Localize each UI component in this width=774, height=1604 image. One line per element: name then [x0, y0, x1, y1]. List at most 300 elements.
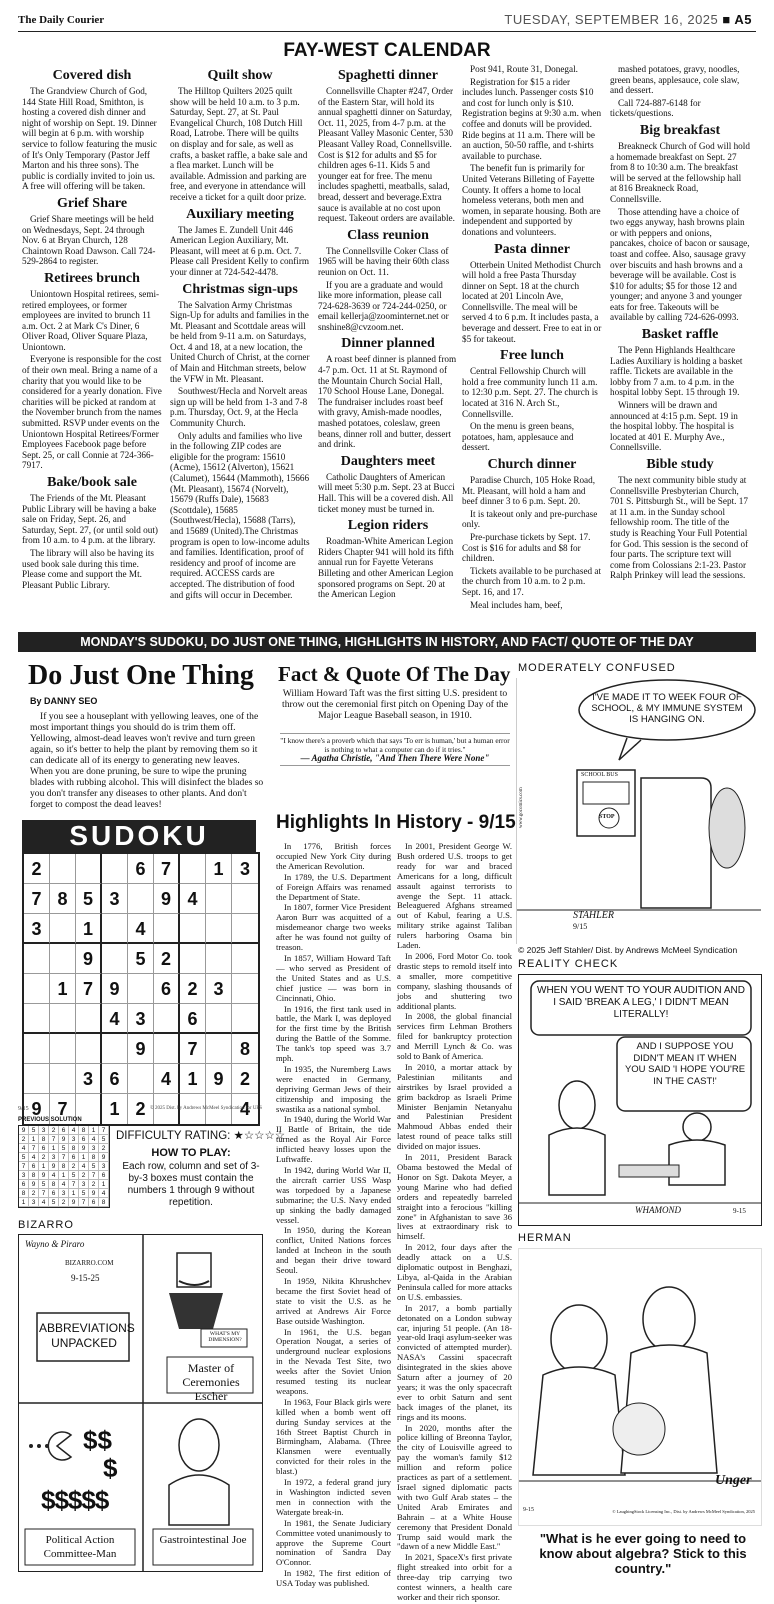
previous-solution-cell: 5 — [89, 1162, 99, 1171]
bizarro-art — [19, 1235, 262, 1571]
sudoku-cell: 7 — [180, 1034, 206, 1064]
history-entry: In 1981, the Senate Judiciary Committee voted unanimously to approve the Supreme Court nomination of Sandra Day O'Connor. — [276, 1517, 391, 1568]
previous-solution-cell: 6 — [39, 1144, 49, 1153]
calendar-heading: Bible study — [646, 457, 714, 472]
reality-check-bubble-2: AND I SUPPOSE YOU DIDN'T MEAN IT WHEN YOU SAID 'I HOPE YOU'RE IN THE CAST!' — [624, 1041, 746, 1087]
calendar-heading: Christmas sign-ups — [182, 281, 298, 297]
previous-solution-cell: 2 — [69, 1162, 79, 1171]
sudoku-cell — [102, 914, 128, 944]
sudoku-credit: © 2025 Dist. by Andrews McMeel Syndication for UFS — [150, 1106, 262, 1111]
herman-label: HERMAN — [518, 1232, 572, 1244]
bizarro-label: BIZARRO — [18, 1219, 74, 1231]
calendar-paragraph: The James E. Zundell Unit 446 American Legion Auxiliary, Mt. Pleasant, will meet at 6 p.m. Oct. 7. Please call President Kelly to confirm your dinner at 724-542-4478. — [170, 224, 310, 277]
history-entry: In 1935, the Nuremberg Laws were enacted in Germany, depriving German Jews of their citizenship and imposing the swastika as a national symbol. — [276, 1063, 391, 1114]
moderately-confused-comic — [516, 678, 761, 944]
previous-solution-cell: 6 — [19, 1180, 29, 1189]
calendar-heading: Big breakfast — [639, 122, 721, 138]
history-column-2 — [397, 842, 512, 1604]
previous-solution-cell: 5 — [59, 1144, 69, 1153]
header-rule — [18, 31, 756, 32]
previous-solution-cell: 4 — [39, 1198, 49, 1207]
previous-solution-cell: 7 — [59, 1153, 69, 1162]
sudoku-cell — [76, 1034, 102, 1064]
sudoku-cell — [50, 854, 76, 884]
history-entry: In 2012, four days after the deadly attack on a U.S. diplomatic outpost in Benghazi, Libya, al-Qaida in the Arabian Peninsula called for more attacks on U.S. embassies. — [397, 1242, 512, 1302]
previous-solution-cell: 2 — [89, 1180, 99, 1189]
difficulty-rating: DIFFICULTY RATING: ★☆☆☆☆ — [116, 1130, 286, 1142]
sudoku-cell — [50, 914, 76, 944]
history-entry: In 1776, British forces occupied New York City during the American Revolution. — [276, 841, 391, 871]
djot-byline: By DANNY SEO — [30, 696, 98, 706]
sudoku-cell — [232, 944, 258, 974]
reality-check-signature: WHAMOND — [635, 1205, 681, 1215]
previous-solution-cell: 4 — [99, 1189, 109, 1198]
history-entry: In 2020, months after the police killing of Breonna Taylor, the city of Louisville agreed to pay the woman's family $12 million and reform police practices as part of a settlement. Israel signed diplomatic pacts with two Gulf Arab states – the United Arab Emirates and Bahrain – at a White House ceremony that President Donald Trump said would mark the "dawn of a new Middle East." — [397, 1422, 512, 1552]
previous-solution-cell: 7 — [89, 1171, 99, 1180]
previous-solution-cell: 9 — [39, 1171, 49, 1180]
previous-solution-cell: 6 — [79, 1135, 89, 1144]
previous-solution-cell: 6 — [29, 1162, 39, 1171]
calendar-column-4 — [462, 64, 602, 612]
djot-title: Do Just One Thing — [28, 660, 254, 691]
sudoku-cell — [50, 1004, 76, 1034]
sudoku-cell: 3 — [24, 914, 50, 944]
calendar-heading: Church dinner — [487, 457, 577, 472]
previous-solution-cell: 3 — [49, 1153, 59, 1162]
sudoku-cell — [180, 854, 206, 884]
previous-solution-cell: 9 — [89, 1189, 99, 1198]
how-to-text: Each row, column and set of 3-by-3 boxes must contain the numbers 1 through 9 without repetition. — [122, 1161, 260, 1208]
sudoku-cell: 2 — [232, 1064, 258, 1094]
sudoku-cell — [232, 1004, 258, 1034]
previous-solution-cell: 1 — [79, 1153, 89, 1162]
history-entry: In 1942, during World War II, the aircraft carrier USS Wasp was torpedoed by a Japanese submarine; the U.S. Navy ended up sinking the badly damaged vessel. — [276, 1165, 391, 1225]
calendar-heading: Dinner planned — [341, 336, 435, 352]
previous-solution-cell: 5 — [79, 1189, 89, 1198]
previous-solution-cell: 5 — [49, 1198, 59, 1207]
previous-solution-cell: 9 — [99, 1153, 109, 1162]
calendar-paragraph: The Salvation Army Christmas Sign-Up for adults and families in the Mt. Pleasant and Scottdale areas will be held from 9-11 a.m. on Saturdays, Oct. 4 and 18, at a new location, the United Church of Christ, at the corner of Main and Hitchman streets, below the VFW in Mt. Pleasant. — [170, 299, 310, 384]
previous-solution-cell: 9 — [79, 1144, 89, 1153]
previous-solution-cell: 7 — [19, 1162, 29, 1171]
previous-solution-cell: 1 — [69, 1189, 79, 1198]
previous-solution-cell: 4 — [79, 1162, 89, 1171]
sudoku-cell — [102, 1034, 128, 1064]
calendar-paragraph: Pre-purchase tickets by Sept. 17. Cost is $16 for adults and $8 for children. — [462, 531, 591, 564]
sudoku-cell: 7 — [50, 1094, 76, 1124]
previous-solution-cell: 8 — [29, 1171, 39, 1180]
previous-solution-cell: 4 — [49, 1171, 59, 1180]
previous-solution-cell: 5 — [29, 1126, 39, 1135]
sudoku-cell — [180, 914, 206, 944]
calendar-heading: Auxiliary meeting — [186, 206, 294, 222]
sudoku-cell: 9 — [206, 1064, 232, 1094]
reality-check-date: 9-15 — [733, 1207, 746, 1215]
bizarro-date: 9-15-25 — [71, 1273, 100, 1283]
previous-solution-cell: 1 — [59, 1171, 69, 1180]
previous-solution-cell: 8 — [59, 1162, 69, 1171]
calendar-paragraph: It is takeout only and pre-purchase only. — [462, 508, 598, 530]
previous-solution-cell: 8 — [39, 1135, 49, 1144]
previous-solution-cell: 4 — [19, 1144, 29, 1153]
previous-solution-cell: 3 — [29, 1198, 39, 1207]
herman-caption: "What is he ever going to need to know about algebra? Stick to this country." — [539, 1531, 747, 1576]
previous-solution-cell: 3 — [79, 1180, 89, 1189]
previous-solution-cell: 6 — [69, 1153, 79, 1162]
history-entry: In 1807, former Vice President Aaron Burr was acquitted of a misdemeanor charge two weeks after he was found not guilty of treason. — [276, 902, 391, 953]
calendar-paragraph: mashed potatoes, gravy, noodles, green beans, applesauce, cole slaw, and dessert. — [610, 64, 740, 96]
sudoku-cell: 3 — [206, 974, 232, 1004]
previous-solution-cell: 9 — [49, 1162, 59, 1171]
previous-solution-cell: 4 — [69, 1126, 79, 1135]
sudoku-cell: 3 — [128, 1004, 154, 1034]
previous-solution-cell: 9 — [69, 1198, 79, 1207]
herman-credit: © LaughingStock Licensing Inc., Dist. by Andrews McMeel Syndication, 2025 — [612, 1509, 755, 1514]
sudoku — [22, 820, 256, 1126]
dollar-signs-3: $$$$$ — [41, 1485, 109, 1515]
calendar-paragraph: Connellsville Chapter #247, Order of the Eastern Star, will hold its annual spaghetti dinner on Saturday, Oct. 11, 2025, from 4-7 p.m. at the Pleasant Valley Masonic Center, 530 Pleasant Valley Road, Connellsville. Cost is $12 for adults and $5 for children ages 6-11. Kids 5 and younger eat for free. The menu includes spaghetti, meatballs, salad, bread, dessert and beverage.Extra sauce is available at no cost upon request. Takeout orders are available. — [318, 86, 455, 224]
calendar-column-2 — [170, 64, 310, 602]
previous-solution-cell: 7 — [39, 1189, 49, 1198]
calendar-paragraph: Call 724-887-6148 for tickets/questions. — [610, 97, 701, 119]
sudoku-cell: 1 — [180, 1064, 206, 1094]
calendar-paragraph: The next community bible study at Connellsville Presbyterian Church, 701 S. Pittsburgh St., will be Sept. 17 at 11 a.m. in the Sunday school fellowship room. The title of the study is Reaching Your Full Potential for God. This session is the second of four parts. The scripture text will come from Colossians 2:1-23. Pastor Ralph Prinkey will lead the sessions. — [610, 475, 749, 581]
reality-check-comic — [518, 974, 762, 1226]
previous-solution-cell: 4 — [89, 1135, 99, 1144]
sudoku-cell: 3 — [102, 884, 128, 914]
calendar-paragraph: Breakneck Church of God will hold a homemade breakfast on Sept. 27 from 8 to 10:30 a.m. The breakfast will be served at the fellowship hall at 816 Breakneck Road, Connellsville. — [610, 140, 750, 204]
quote-box — [280, 733, 510, 766]
history-entry: In 1789, the U.S. Department of Foreign Affairs was renamed the Department of State. — [276, 871, 391, 902]
sudoku-cell — [76, 1004, 102, 1034]
sudoku-cell: 4 — [102, 1004, 128, 1034]
previous-solution-cell: 9 — [19, 1126, 29, 1135]
sudoku-cell: 3 — [76, 1064, 102, 1094]
sudoku-cell: 1 — [206, 854, 232, 884]
sudoku-cell: 4 — [128, 914, 154, 944]
school-bus-sign: SCHOOL BUS — [581, 772, 618, 778]
sudoku-cell — [154, 914, 180, 944]
calendar-heading: Spaghetti dinner — [338, 68, 438, 83]
previous-solution-cell: 3 — [99, 1162, 109, 1171]
sudoku-cell: 1 — [76, 914, 102, 944]
sudoku-cell — [206, 1034, 232, 1064]
previous-solution-cell: 8 — [89, 1153, 99, 1162]
previous-solution-cell: 2 — [59, 1198, 69, 1207]
previous-solution-cell: 6 — [99, 1171, 109, 1180]
previous-solution-cell: 3 — [39, 1126, 49, 1135]
calendar-paragraph: Registration for $15 a rider includes lunch. Passenger costs $10 and cost for lunch only is $10. Registration begins at 9:30 a.m. when coffee and donuts will be provided. Ride begins at 11 a.m. There will be an auction, 50-50 raffle, and t-shirts available to purchase. — [462, 76, 602, 161]
history-entry: In 2017, a bomb partially detonated on a London subway car, injuring 51 people. (An 18-year-old Iraqi asylum-seeker was convicted of attempted murder). NASA's Cassini spacecraft disintegrated in the skies above Saturn after a journey of 20 years; it was the only spacecraft ever to orbit Saturn and sent back images of the planet, its rings and its moons. — [397, 1302, 512, 1422]
history-column-1 — [276, 842, 391, 1590]
previous-solution-cell: 7 — [29, 1144, 39, 1153]
calendar-paragraph: Meal includes ham, beef, — [470, 599, 563, 610]
sudoku-cell: 4 — [239, 1099, 250, 1119]
sudoku-cell — [102, 854, 128, 884]
sudoku-cell — [128, 884, 154, 914]
sudoku-cell: 2 — [128, 1094, 154, 1124]
calendar-paragraph: Winners will be drawn and announced at 4:15 p.m. Sept. 19 in the hospital lobby. The hospital is located at 401 E. Murphy Ave., Connellsville. — [610, 400, 738, 453]
sudoku-cell — [128, 974, 154, 1004]
sudoku-cell: 7 — [24, 884, 50, 914]
calendar-paragraph: The Connellsville Coker Class of 1965 will be having their 60th class reunion on Oct. 11. — [318, 245, 450, 277]
previous-solution-cell: 8 — [19, 1189, 29, 1198]
calendar-heading: Covered dish — [52, 68, 132, 83]
history-entry: In 1959, Nikita Khrushchev became the first Soviet head of state to visit the U.S. as he arrived at Andrews Air Force Base outside Washington. — [276, 1275, 391, 1326]
moderately-confused-credit: © 2025 Jeff Stahler/ Dist. by Andrews McMeel Syndication — [518, 945, 738, 955]
calendar-paragraph: The Friends of the Mt. Pleasant Public Library will be having a bake sale on Friday, Sept. 26, and Saturday, Sept. 27, (or until sold out) from 10 a.m. to 4 p.m. at the library. — [22, 493, 158, 546]
previous-solution-cell: 5 — [19, 1153, 29, 1162]
sudoku-cell: 9 — [102, 974, 128, 1004]
sudoku-cell — [206, 884, 232, 914]
previous-solution-cell: 5 — [99, 1135, 109, 1144]
calendar-paragraph: The benefit fun is primarily for United Veterans Billeting of Fayette County. It offers a home to local homeless veterans, both men and women, in separate housing. Both are independent and supported by donations and volunteers. — [462, 163, 601, 237]
history-entry: In 2008, the global financial services firm Lehman Brothers filed for bankruptcy protection and Merrill Lynch & Co. was sold to Bank of America. — [397, 1011, 512, 1062]
calendar-paragraph: On the menu is green beans, potatoes, ham, applesauce and dessert. — [462, 421, 575, 453]
sudoku-cell: 8 — [232, 1034, 258, 1064]
fact-body: William Howard Taft was the first sitting U.S. president to throw out the ceremonial first pitch on Opening Day of the Major League Baseball season, in 1910. — [282, 688, 508, 721]
previous-solution-cell: 3 — [89, 1144, 99, 1153]
quote-text: "I know there's a proverb which that says 'To err is human,' but a human error is nothing to what a computer can do if it tries." — [280, 736, 510, 754]
calendar-paragraph: Those attending have a choice of two eggs anyway, hash browns plain or with peppers and onions, pancakes, choice of bacon or sausage, toast and coffee. Also, sausage gravy over biscuits and hash browns and a beverage will be available. Cost is $10 for adults; $5 for those 12 and younger; and anyone 3 and younger eats for free. Takeouts will be available by calling 724-626-0993. — [610, 206, 750, 323]
calendar-paragraph: Grief Share meetings will be held on Wednesdays, Sept. 24 through Nov. 6 at Bryan Church, 128 Chaintown Road Dawson. Call 724-529-2864 to register. — [22, 213, 156, 267]
previous-solution-cell: 4 — [59, 1180, 69, 1189]
reality-check-bubble-1: WHEN YOU WENT TO YOUR AUDITION AND I SAID 'BREAK A LEG,' I DIDN'T MEAN LITERALLY! — [537, 985, 745, 1020]
previous-solution-cell: 2 — [39, 1153, 49, 1162]
moderately-confused-signature: STAHLER — [573, 910, 614, 921]
sudoku-cell: 7 — [154, 854, 180, 884]
dollar-signs-1: $$ — [83, 1425, 112, 1455]
previous-solution-cell: 1 — [89, 1126, 99, 1135]
history-entry: In 1916, the first tank used in battle, the Mark I, was deployed for the first time by the British during the Battle of the Somme. The tank's top speed was 3.7 mph. — [276, 1003, 391, 1064]
sudoku-cell: 1 — [50, 974, 76, 1004]
previous-solution-cell: 7 — [99, 1126, 109, 1135]
sudoku-cell — [180, 944, 206, 974]
calendar-heading: Grief Share — [56, 195, 128, 211]
sudoku-cell: 7 — [76, 974, 102, 1004]
previous-solution-label: PREVIOUS SOLUTION — [18, 1117, 82, 1123]
previous-solution-cell: 6 — [59, 1126, 69, 1135]
sudoku-cell: 4 — [180, 884, 206, 914]
calendar-paragraph: The Penn Highlands Healthcare Ladies Auxiliary is holding a basket raffle. Tickets are available in the lobby from 7 a.m. to 4 p.m. in the hospital lobby Sept. 15 through 19. — [610, 345, 743, 398]
previous-solution-cell: 5 — [39, 1180, 49, 1189]
calendar-paragraph: The Hilltop Quilters 2025 quilt show will be held 10 a.m. to 3 p.m. Saturday, Sept. 27, at St. Paul Evangelical Church, 108 Dutch Hill Road, Latrobe. There will be quilts on display and for sale, as well as crafts, a basket raffle, a bake sale and a flea market. Lunch will be available. Admission and parking are free, and everyone in attendance will receive a ticket for a quilt door prize. — [170, 86, 308, 202]
calendar-paragraph: Everyone is responsible for the cost of their own meal. Bring a name of a charity that you would like to be considered for a yearly donation. Five charities will be picked at random at the November brunch from the names submitted. RSVP under events on the Uniontown Hospital Retirees/Former Employees Facebook page before Sept. 25, or call Connie at 724-366-7917. — [22, 354, 162, 471]
calendar-heading: Quilt show — [207, 68, 273, 83]
calendar-column-3 — [318, 64, 458, 602]
calendar-paragraph: Central Fellowship Church will hold a free community lunch 11 a.m. to 12:30 p.m. Sept. 27. The church is located at 316 N. Arch St., Connellsville. — [462, 366, 598, 419]
moderately-confused-date: 9/15 — [573, 922, 588, 931]
previous-solution-cell: 6 — [89, 1198, 99, 1207]
sudoku-cell — [24, 1004, 50, 1034]
herman-comic — [518, 1248, 762, 1526]
previous-solution-cell: 8 — [99, 1198, 109, 1207]
sudoku-cell — [24, 944, 50, 974]
previous-solution-cell: 2 — [29, 1189, 39, 1198]
calendar-heading: Daughters meet — [340, 453, 436, 469]
sudoku-cell — [24, 1034, 50, 1064]
stop-sign: STOP — [599, 814, 615, 820]
sudoku-cell — [50, 1064, 76, 1094]
history-entry: In 1972, a federal grand jury in Washington indicted seven men in connection with the Watergate break-in. — [276, 1477, 391, 1517]
calendar-paragraph: The library will also be having its used book sale during this time. Please come and support the Mt. Pleasant Public Library. — [22, 547, 155, 590]
calendar-heading: Class reunion — [347, 227, 429, 243]
sudoku-cell — [206, 914, 232, 944]
herman-date: 9-15 — [523, 1507, 534, 1513]
sudoku-cell: 6 — [128, 854, 154, 884]
sudoku-cell — [128, 1064, 154, 1094]
sudoku-cell: 9 — [128, 1034, 154, 1064]
previous-solution-cell: 6 — [49, 1189, 59, 1198]
previous-solution-cell: 4 — [29, 1153, 39, 1162]
sudoku-date: 9/15 — [18, 1106, 29, 1112]
history-entry: In 1963, Four Black girls were killed when a bomb went off during Sunday services at the 16th Street Baptist Church in Birmingham, Alabama. (Three Klansmen were eventually convicted for their roles in the blast.) — [276, 1396, 391, 1477]
history-entry: In 1940, during the World War II Battle of Britain, the tide turned as the Royal Air Force inflicted heavy losses upon the Luftwaffe. — [276, 1114, 391, 1165]
calendar-paragraph: Only adults and families who live in the following ZIP codes are eligible for the program: 15610 (Acme), 15612 (Alverton), 15621 (Calumet), 15644 (Mammoth), 15666 (Mt. Pleasant), 15674 (Norvelt), 15679 (Ruffs Dale), 15683 (Scottdale), 15685 (Southwest/Hecla), 15688 (Tarrs), and 15689 (United).The Christmas program is open to low-income adults and families. Identification, proof of residency and proof of income are required. ACCESS cards are accepted. The distribution of food and gifts will occur in December. — [170, 430, 310, 600]
dollar-signs-2: $ — [103, 1453, 118, 1483]
history-entry: In 1857, William Howard Taft — who served as President of the United States and as U.S. chief justice — was born in Cincinnati, Ohio. — [276, 952, 391, 1003]
page-number: A5 — [734, 12, 752, 27]
sudoku-cell: 6 — [102, 1064, 128, 1094]
previous-solution-cell: 2 — [79, 1171, 89, 1180]
sudoku-cell: 6 — [154, 974, 180, 1004]
sudoku-cell — [76, 854, 102, 884]
sudoku-cell — [50, 1034, 76, 1064]
previous-solution-cell: 1 — [29, 1135, 39, 1144]
sudoku-cell: 6 — [180, 1004, 206, 1034]
previous-solution-cell: 2 — [19, 1135, 29, 1144]
sudoku-grid — [22, 852, 260, 1126]
sudoku-cell — [24, 974, 50, 1004]
calendar-title: FAY-WEST CALENDAR — [283, 40, 491, 61]
calendar-paragraph: Tickets available to be purchased at the church from 10 a.m. to 2 p.m. Sept. 16, and 17. — [462, 565, 602, 597]
reality-check-label: REALITY CHECK — [518, 958, 619, 970]
sudoku-cell — [102, 944, 128, 974]
sudoku-cell — [206, 1004, 232, 1034]
gastrointestinal-joe: Gastrointestinal Joe — [159, 1534, 247, 1546]
how-to-title: HOW TO PLAY: — [151, 1147, 231, 1159]
sudoku-cell — [232, 974, 258, 1004]
date-text: TUESDAY, SEPTEMBER 16, 2025 — [504, 12, 719, 27]
previous-solution-cell: 8 — [69, 1144, 79, 1153]
previous-solution-cell: 1 — [49, 1144, 59, 1153]
calendar-paragraph: Catholic Daughters of American will meet 5:30 p.m. Sept. 23 at Bucci Hall. This will be a covered dish. All ticket money must be turned in. — [318, 471, 455, 514]
section-banner: MONDAY'S SUDOKU, DO JUST ONE THING, HIGHLIGHTS IN HISTORY, AND FACT/ QUOTE OF THE DAY — [18, 632, 756, 652]
calendar-heading: Bake/book sale — [47, 475, 137, 490]
dateline: TUESDAY, SEPTEMBER 16, 2025 ■ A5 — [504, 12, 752, 27]
sudoku-cell: 5 — [76, 884, 102, 914]
calendar-paragraph: Paradise Church, 105 Hoke Road, Mt. Pleasant, will hold a ham and beef dinner 3 to 6 p.m. Sept. 20. — [462, 475, 596, 507]
sudoku-cell — [232, 914, 258, 944]
previous-solution-cell: 8 — [49, 1180, 59, 1189]
sudoku-cell — [154, 1004, 180, 1034]
djot-body: If you see a houseplant with yellowing leaves, one of the most important things you should do is trim them off. Yellowing, almost-dead leaves won't revive and turn green again, so it's better to help the plant by removing them so it can dedicate all of its energy to generating new leaves. When you are done pruning, be sure to wipe the pruning blades with rubbing alcohol. This will disinfect the blades so you don't transfer any diseases to other plants. And don't forget to compost the dead leaves! — [30, 711, 264, 810]
sudoku-cell: 2 — [24, 854, 50, 884]
sudoku-cell: 2 — [154, 944, 180, 974]
previous-solution-grid — [18, 1125, 110, 1208]
calendar-paragraph: Post 941, Route 31, Donegal. — [470, 64, 578, 74]
sudoku-cell — [232, 884, 258, 914]
history-entry: In 1982, The first edition of USA Today was published. — [276, 1568, 391, 1589]
previous-solution-cell: 2 — [49, 1126, 59, 1135]
history-entry: In 2006, Ford Motor Co. took drastic steps to remold itself into a smaller, more competitive company, slashing thousands of jobs and shuttering two additional plants. — [397, 950, 512, 1011]
previous-solution-cell: 3 — [69, 1135, 79, 1144]
previous-solution-cell: 1 — [39, 1162, 49, 1171]
political-action-committee-man: Political Action Committee-Man — [43, 1534, 117, 1560]
sudoku-cell: 9 — [24, 1094, 50, 1124]
previous-solution-cell: 2 — [99, 1144, 109, 1153]
previous-solution-cell: 9 — [29, 1180, 39, 1189]
calendar-heading: Free lunch — [500, 348, 564, 364]
calendar-paragraph: If you are a graduate and would like more information, please call 724-628-3639 or 724-244-0250, or email kellerja@zoominternet.net or snshine8@cvzoom.net. — [318, 279, 449, 332]
calendar-paragraph: Roadman-White American Legion Riders Chapter 941 will hold its fifth annual run for Fayette Veterans Billeting and other American Legion sponsored programs on Sept. 20 at the American Legion — [318, 536, 454, 600]
master-of-ceremonies-escher: Master of Ceremonies Escher — [182, 1361, 240, 1403]
bizarro-site: BIZARRO.COM — [65, 1259, 114, 1267]
history-entry: In 2010, a mortar attack by Palestinian militants and airstrikes by Israel provided a grim backdrop as Israeli Prime Minister Benjamin Netanyahu and Palestinian President Mahmoud Abbas ended their latest round of peace talks still divided on major issues. — [397, 1061, 512, 1152]
sudoku-cell: 4 — [154, 1064, 180, 1094]
calendar-heading: Retirees brunch — [44, 270, 140, 286]
previous-solution-cell: 7 — [49, 1135, 59, 1144]
bizarro-comic — [18, 1234, 263, 1572]
calendar-heading: Basket raffle — [641, 327, 719, 343]
previous-solution-cell: 1 — [99, 1180, 109, 1189]
sudoku-cell: 1 — [102, 1094, 128, 1124]
sudoku-cell — [50, 944, 76, 974]
previous-solution-cell: 7 — [79, 1198, 89, 1207]
sudoku-title: SUDOKU — [22, 820, 256, 852]
previous-solution-cell: 3 — [19, 1171, 29, 1180]
calendar-column-1 — [22, 64, 162, 592]
calendar-paragraph: A roast beef dinner is planned from 4-7 p.m. Oct. 11 at St. Raymond of the Mountain Church Social Hall, 170 School House Lane, Donegal. The fundraiser includes roast beef with gravy, Amish-made noodles, mashed potatoes, coleslaw, green beans, dinner roll and butter, dessert and drink. — [318, 354, 457, 450]
sudoku-cell — [24, 1064, 50, 1094]
previous-solution-cell: 9 — [59, 1135, 69, 1144]
history-entry: In 2021, SpaceX's first private flight streaked into orbit for a three-day trip carrying two contest winners, a health care worker and their rich sponsor. — [397, 1552, 512, 1602]
calendar-heading: Pasta dinner — [494, 241, 570, 257]
history-entry: In 1950, during the Korean conflict, United Nations forces landed at Incheon in the south and began their drive toward Seoul. — [276, 1225, 391, 1276]
previous-solution-cell: 1 — [19, 1198, 29, 1207]
herman-signature: Unger — [715, 1473, 752, 1488]
previous-solution-cell: 3 — [59, 1189, 69, 1198]
bizarro-signature: Wayno & Piraro — [25, 1239, 85, 1249]
history-title: Highlights In History - 9/15 — [276, 812, 516, 833]
sudoku-cell: 9 — [154, 884, 180, 914]
sudoku-cell — [206, 944, 232, 974]
calendar-column-5 — [610, 64, 750, 583]
sudoku-cell: 3 — [232, 854, 258, 884]
history-entry: In 2011, President Barack Obama bestowed the Medal of Honor on Sgt. Dakota Meyer, a young Marine who had defied orders and repeatedly barreled straight into a ferocious "killing zone" in Afghanistan to save 36 lives at extraordinary risk to himself. — [397, 1152, 512, 1242]
moderately-confused-label: MODERATELY CONFUSED — [518, 662, 676, 674]
calendar-heading: Legion riders — [347, 518, 429, 534]
abbreviations-unpacked: ABBREVIATIONS UNPACKED — [39, 1321, 135, 1350]
previous-solution-cell: 8 — [79, 1126, 89, 1135]
sudoku-cell — [154, 1034, 180, 1064]
history-entry: In 2001, President George W. Bush ordered U.S. troops to get ready for war and braced Americans for a long, difficult assault against terrorists to avenge the Sept. 11 attack. Beleaguered Afghans streamed out of Kabul, fearing a U.S. military strike against Taliban rulers harboring Osama bin Laden. — [397, 841, 512, 951]
sudoku-cell: 2 — [180, 974, 206, 1004]
calendar-paragraph: Southwest/Hecla and Norvelt areas sign up will be held from 1-3 and 7-8 p.m. Thursday, Oct. 9, at the Hecla Community Church. — [170, 386, 308, 429]
calendar-paragraph: The Grandview Church of God, 144 State Hill Road, Smithton, is hosting a covered dish dinner and night of worship on Sept. 19. Dinner will begin at 6 p.m. with worship service to follow featuring the music of It's Only Temporary (Pastor Jeff Marton and his three sons). The public is cordially invited to join us. A free will offering will be taken. — [22, 86, 157, 192]
moderately-confused-bubble: I'VE MADE IT TO WEEK FOUR OF SCHOOL, & MY IMMUNE SYSTEM IS HANGING ON. — [591, 692, 743, 725]
masthead: The Daily Courier — [18, 14, 105, 26]
history-entry: In 1961, the U.S. began Operation Nougat, a series of underground nuclear explosions in the Nevada Test Site, two weeks after the Soviet Union resumed testing its nuclear weapons. — [276, 1326, 391, 1396]
sudoku-cell: 8 — [50, 884, 76, 914]
sudoku-cell: 5 — [128, 944, 154, 974]
previous-solution-cell: 7 — [69, 1180, 79, 1189]
how-to-play — [116, 1147, 266, 1209]
gocomics-site: www.gocomics.com — [519, 787, 524, 828]
quote-attribution: — Agatha Christie, "And Then There Were None" — [300, 753, 490, 763]
bizarro-bubble: WHAT'S MY DIMENSION? — [208, 1331, 242, 1343]
sudoku-cell: 9 — [76, 944, 102, 974]
